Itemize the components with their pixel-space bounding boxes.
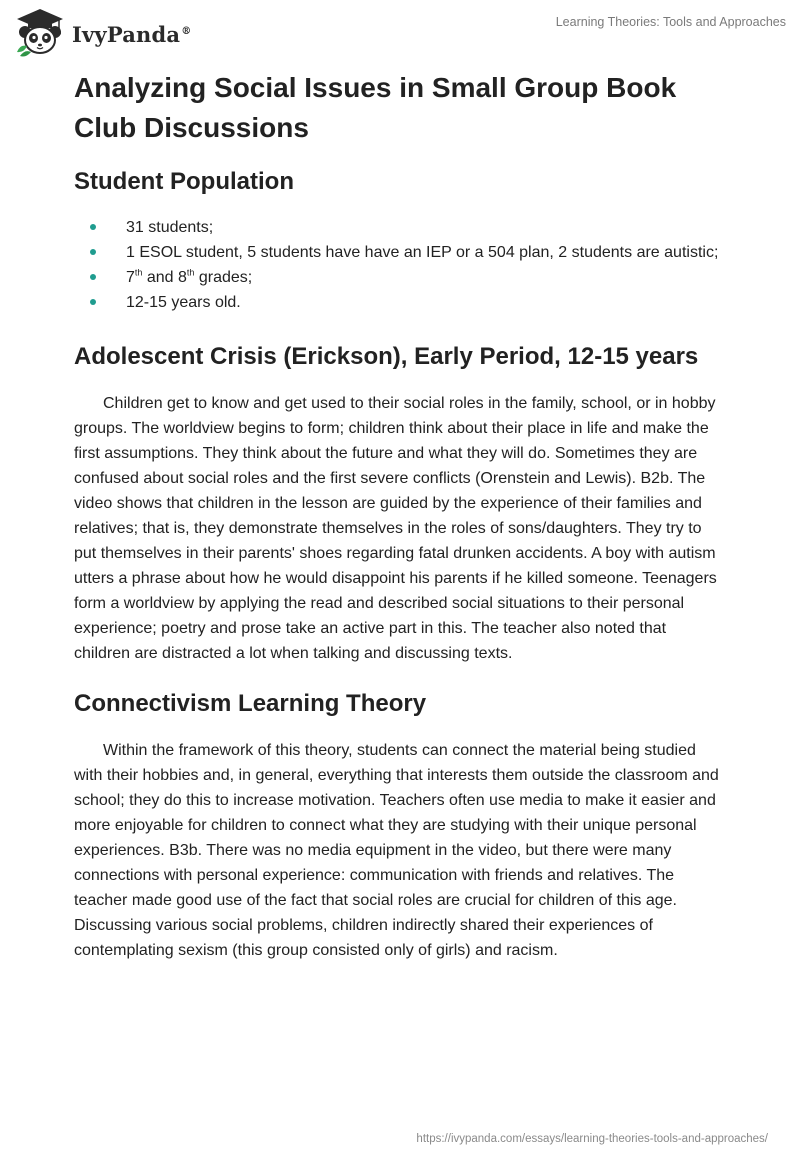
- section-heading-student-population: Student Population: [74, 168, 294, 195]
- document-body: [74, 68, 726, 963]
- section-heading-adolescent-crisis: Adolescent Crisis (Erickson), Early Period, 12-15 years: [74, 343, 699, 370]
- page-title: Analyzing Social Issues in Small Group Book Club Discussions: [74, 72, 677, 143]
- logo-wordmark: IvyPanda®: [72, 21, 192, 47]
- ivypanda-logo[interactable]: [14, 8, 191, 58]
- list-item: 7th and 8th grades;: [74, 265, 726, 290]
- source-url[interactable]: https://ivypanda.com/essays/learning-theories-tools-and-approaches/: [416, 1133, 768, 1145]
- list-item: 31 students;: [74, 215, 726, 240]
- bullet-dot-icon: [90, 224, 96, 230]
- list-item: 1 ESOL student, 5 students have have an IEP or a 504 plan, 2 students are autistic;: [74, 240, 726, 265]
- list-item: 12-15 years old.: [74, 290, 726, 315]
- bullet-dot-icon: [90, 249, 96, 255]
- bullet-dot-icon: [90, 274, 96, 280]
- running-title: Learning Theories: Tools and Approaches: [555, 15, 786, 29]
- page-header: [14, 8, 786, 58]
- bullet-dot-icon: [90, 299, 96, 305]
- student-population-list: [74, 215, 726, 315]
- connectivism-paragraph: Within the framework of this theory, students can connect the material being studied with their hobbies and, in general, everything that interests them outside the classroom and school; they do this to increase motivation. Teachers often use media to make it easier and more enjoyable for children to connect what they are studying with their unique personal experiences. B3b. There was no media equipment in the video, but there were many connections with personal experience: communication with friends and relatives. The teacher made good use of the fact that social roles are crucial for children of this age. Discussing various social problems, children indirectly shared their experiences of contemplating sexism (this group consisted only of girls) and racism.: [74, 742, 719, 959]
- section-heading-connectivism: Connectivism Learning Theory: [74, 690, 427, 717]
- panda-graduate-icon: [14, 8, 66, 58]
- adolescent-crisis-paragraph: Children get to know and get used to their social roles in the family, school, or in hobby groups. The worldview begins to form; children think about their place in life and make the first assumptions. They think about the future and what they will do. Sometimes they are confused about social roles and the first severe conflicts (Orenstein and Lewis). B2b. The video shows that children in the lesson are guided by the experience of their families and relatives; that is, they demonstrate themselves in the roles of sons/daughters. They try to put themselves in their parents' shoes regarding fatal drunken accidents. A boy with autism utters a phrase about how he would disappoint his parents if he killed someone. Teenagers form a worldview by applying the read and described social situations to their personal experience; poetry and prose take an active part in this. The teacher also noted that children are distracted a lot when talking and discussing texts.: [74, 395, 717, 662]
